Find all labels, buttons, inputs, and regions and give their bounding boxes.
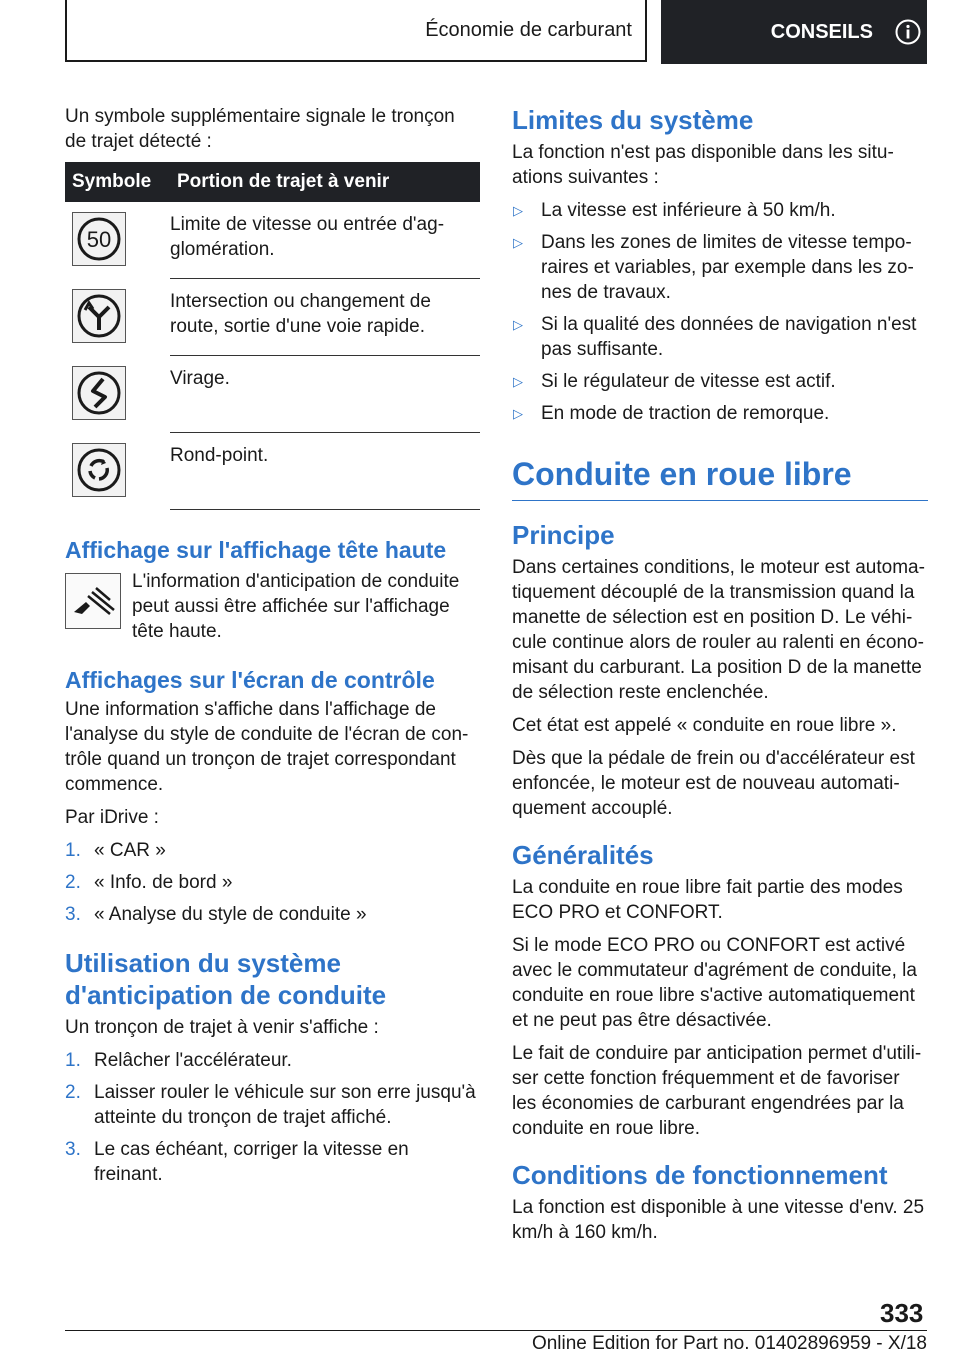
list-item: 3. Le cas échéant, corriger la vitesse en freinant. <box>65 1139 409 1185</box>
principle-text: Dans certaines conditions, le moteur est automatiquement découplé de la transmission quand la manette de sélection est en position D. Le véhicule continue alors de rouler au ralenti en économisant du carburant. La position D de la manette de sélection reste enclenchée. <box>512 557 925 703</box>
list-item: 1. « CAR » <box>65 840 166 861</box>
footer-divider <box>65 1330 927 1331</box>
idrive-steps <box>65 838 480 927</box>
triangle-bullet-icon: ▷ <box>513 235 523 250</box>
table-header-symbol: Symbole <box>65 162 170 202</box>
table-cell-text: Intersection ou changement de route, sortie d'une voie rapide. <box>170 279 480 356</box>
general-text: Le fait de conduire par anticipation permet d'utiliser cette fonction fréquemment et de favoriser les économies de carburant engendrées par la conduite en roue libre. <box>512 1043 922 1139</box>
table-cell-text: Rond-point. <box>170 433 480 510</box>
principle-text: Dès que la pédale de frein ou d'accélérateur est enfoncée, le moteur est de nouveau automatiquement accouplé. <box>512 748 915 819</box>
right-column <box>512 104 928 1253</box>
idrive-label: Par iDrive : <box>65 807 159 828</box>
page-number: 333 <box>880 1298 924 1328</box>
svg-text:50: 50 <box>86 227 112 252</box>
table-cell-text: Virage. <box>170 356 480 433</box>
table-header-portion: Portion de trajet à venir <box>170 162 480 202</box>
section-title: Économie de carburant <box>65 0 647 62</box>
intro-text: Un symbole supplémentaire signale le tronçon de trajet détecté : <box>65 106 455 152</box>
list-item: ▷ En mode de traction de remorque. <box>513 403 830 424</box>
roundabout-icon <box>72 443 126 497</box>
triangle-bullet-icon: ▷ <box>513 374 523 389</box>
intersection-icon <box>72 289 126 343</box>
triangle-bullet-icon: ▷ <box>513 203 523 218</box>
control-display-text: Une information s'affiche dans l'affichage de l'analyse du style de conduite de l'écran de contrôle quand un tronçon de trajet correspondant commence. <box>65 699 469 795</box>
usage-steps <box>65 1048 480 1187</box>
coasting-title: Conduite en roue libre <box>512 454 928 501</box>
list-item: 2. « Info. de bord » <box>65 872 233 893</box>
info-icon <box>895 19 921 45</box>
triangle-bullet-icon: ▷ <box>513 317 523 332</box>
chapter-tab <box>661 0 927 64</box>
general-text: La conduite en roue libre fait partie des modes ECO PRO et CONFORT. <box>512 877 903 923</box>
curve-icon <box>72 366 126 420</box>
principle-title: Principe <box>512 520 615 550</box>
limits-text: La fonction n'est pas disponible dans les situations suivantes : <box>512 142 894 188</box>
list-item: 1. Relâcher l'accélérateur. <box>65 1050 292 1071</box>
list-item: ▷ Dans les zones de limites de vitesse temporaires et variables, par exemple dans les zones de travaux. <box>513 232 914 303</box>
hud-title: Affichage sur l'affichage tête haute <box>65 537 447 563</box>
list-item: ▷ Si le régulateur de vitesse est actif. <box>513 371 836 392</box>
table-cell-text: Limite de vitesse ou entrée d'agglomération. <box>170 202 480 279</box>
symbol-table <box>65 162 480 510</box>
conditions-text: La fonction est disponible à une vitesse d'env. 25 km/h à 160 km/h. <box>512 1197 925 1243</box>
list-item: ▷ La vitesse est inférieure à 50 km/h. <box>513 200 836 221</box>
speed-limit-50-icon <box>72 212 126 266</box>
table-row <box>65 202 480 279</box>
hud-block <box>65 569 480 644</box>
footer-text: Online Edition for Part no. 01402896959 - X/18 <box>531 1333 927 1354</box>
conditions-title: Conditions de fonctionnement <box>512 1160 888 1190</box>
table-row <box>65 279 480 356</box>
control-display-title: Affichages sur l'écran de contrôle <box>65 667 435 693</box>
chapter-label: CONSEILS <box>770 20 873 43</box>
triangle-bullet-icon: ▷ <box>513 406 523 421</box>
usage-title: Utilisation du système d'anticipation de conduite <box>65 948 387 1010</box>
hud-text: L'information d'anticipation de conduite peut aussi être affichée sur l'affichage tête haute. <box>132 571 460 642</box>
list-item: 2. Laisser rouler le véhicule sur son erre jusqu'à atteinte du tronçon de trajet affiché. <box>65 1082 476 1128</box>
head-up-display-icon <box>65 573 121 629</box>
general-title: Généralités <box>512 840 654 870</box>
principle-text: Cet état est appelé « conduite en roue libre ». <box>512 715 897 736</box>
page-header <box>65 0 927 64</box>
general-text: Si le mode ECO PRO ou CONFORT est activé avec le commutateur d'agrément de conduite, la conduite en roue libre s'active automatiquement et ne peut pas être désactivée. <box>512 935 917 1031</box>
table-row <box>65 433 480 510</box>
table-row <box>65 356 480 433</box>
left-column <box>65 104 480 1195</box>
list-item: ▷ Si la qualité des données de navigation n'est pas suffisante. <box>513 314 917 360</box>
limits-list <box>512 198 928 426</box>
list-item: 3. « Analyse du style de conduite » <box>65 904 367 925</box>
limits-title: Limites du système <box>512 105 754 135</box>
usage-text: Un tronçon de trajet à venir s'affiche : <box>65 1017 379 1038</box>
